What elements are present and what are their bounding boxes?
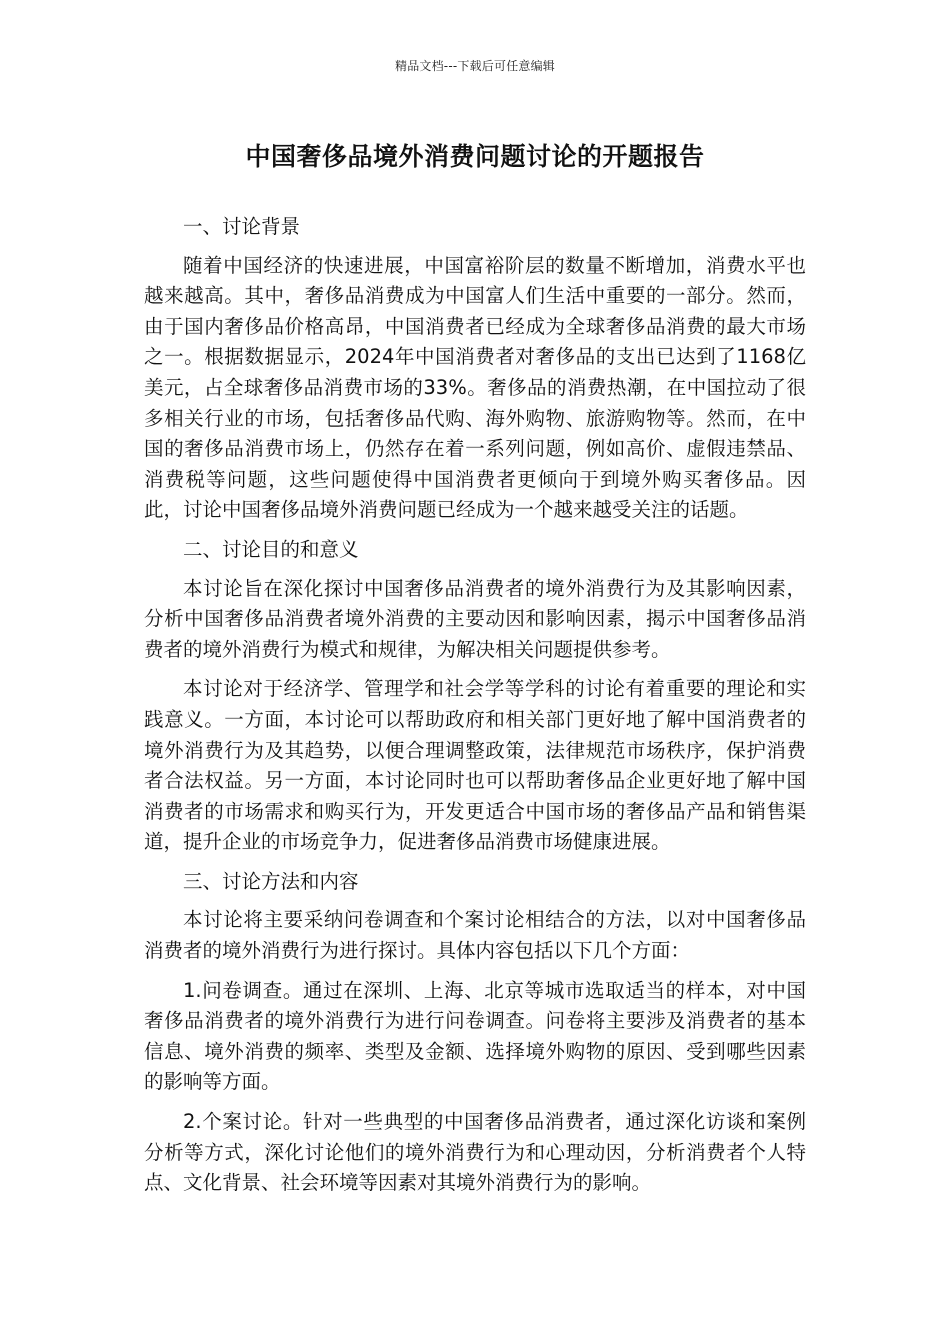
- paragraph-purpose-1: 本讨论旨在深化探讨中国奢侈品消费者的境外消费行为及其影响因素，分析中国奢侈品消费者境外消费的主要动因和影响因素，揭示中国奢侈品消费者的境外消费行为模式和规律，为解决相关问题提供参考。: [144, 576, 806, 661]
- section-heading-background: 一、讨论背景: [183, 215, 301, 238]
- paragraph-method-2: 1.问卷调查。通过在深圳、上海、北京等城市选取适当的样本，对中国奢侈品消费者的境外消费行为进行问卷调查。问卷将主要涉及消费者的基本信息、境外消费的频率、类型及金额、选择境外购物的原因、受到哪些因素的影响等方面。: [144, 978, 806, 1094]
- paragraph-background-1: 随着中国经济的快速进展，中国富裕阶层的数量不断增加，消费水平也越来越高。其中，奢侈品消费成为中国富人们生活中重要的一部分。然而，由于国内奢侈品价格高昂，中国消费者已经成为全球奢侈品消费的最大市场之一。根据数据显示，2024年中国消费者对奢侈品的支出已达到了1168亿美元，占全球奢侈品消费市场的33%。奢侈品的消费热潮，在中国拉动了很多相关行业的市场，包括奢侈品代购、海外购物、旅游购物等。然而，在中国的奢侈品消费市场上，仍然存在着一系列问题，例如高价、虚假违禁品、消费税等问题，这些问题使得中国消费者更倾向于到境外购买奢侈品。因此，讨论中国奢侈品境外消费问题已经成为一个越来越受关注的话题。: [144, 253, 806, 522]
- header-note: 精品文档---下载后可任意编辑: [395, 59, 555, 73]
- section-heading-method: 三、讨论方法和内容: [183, 869, 359, 893]
- paragraph-purpose-2: 本讨论对于经济学、管理学和社会学等学科的讨论有着重要的理论和实践意义。一方面，本讨论可以帮助政府和相关部门更好地了解中国消费者的境外消费行为及其趋势，以便合理调整政策，法律规范市场秩序，保护消费者合法权益。另一方面，本讨论同时也可以帮助奢侈品企业更好地了解中国消费者的市场需求和购买行为，开发更适合中国市场的奢侈品产品和销售渠道，提升企业的市场竞争力，促进奢侈品消费市场健康进展。: [144, 677, 806, 854]
- document-title: 中国奢侈品境外消费问题讨论的开题报告: [245, 142, 705, 171]
- paragraph-method-3: 2.个案讨论。针对一些典型的中国奢侈品消费者，通过深化访谈和案例分析等方式，深化讨论他们的境外消费行为和心理动因，分析消费者个人特点、文化背景、社会环境等因素对其境外消费行为的影响。: [144, 1110, 806, 1195]
- document-body: [144, 212, 806, 1208]
- paragraph-method-1: 本讨论将主要采纳问卷调查和个案讨论相结合的方法，以对中国奢侈品消费者的境外消费行为进行探讨。具体内容包括以下几个方面：: [144, 908, 806, 963]
- section-heading-purpose: 二、讨论目的和意义: [183, 537, 359, 561]
